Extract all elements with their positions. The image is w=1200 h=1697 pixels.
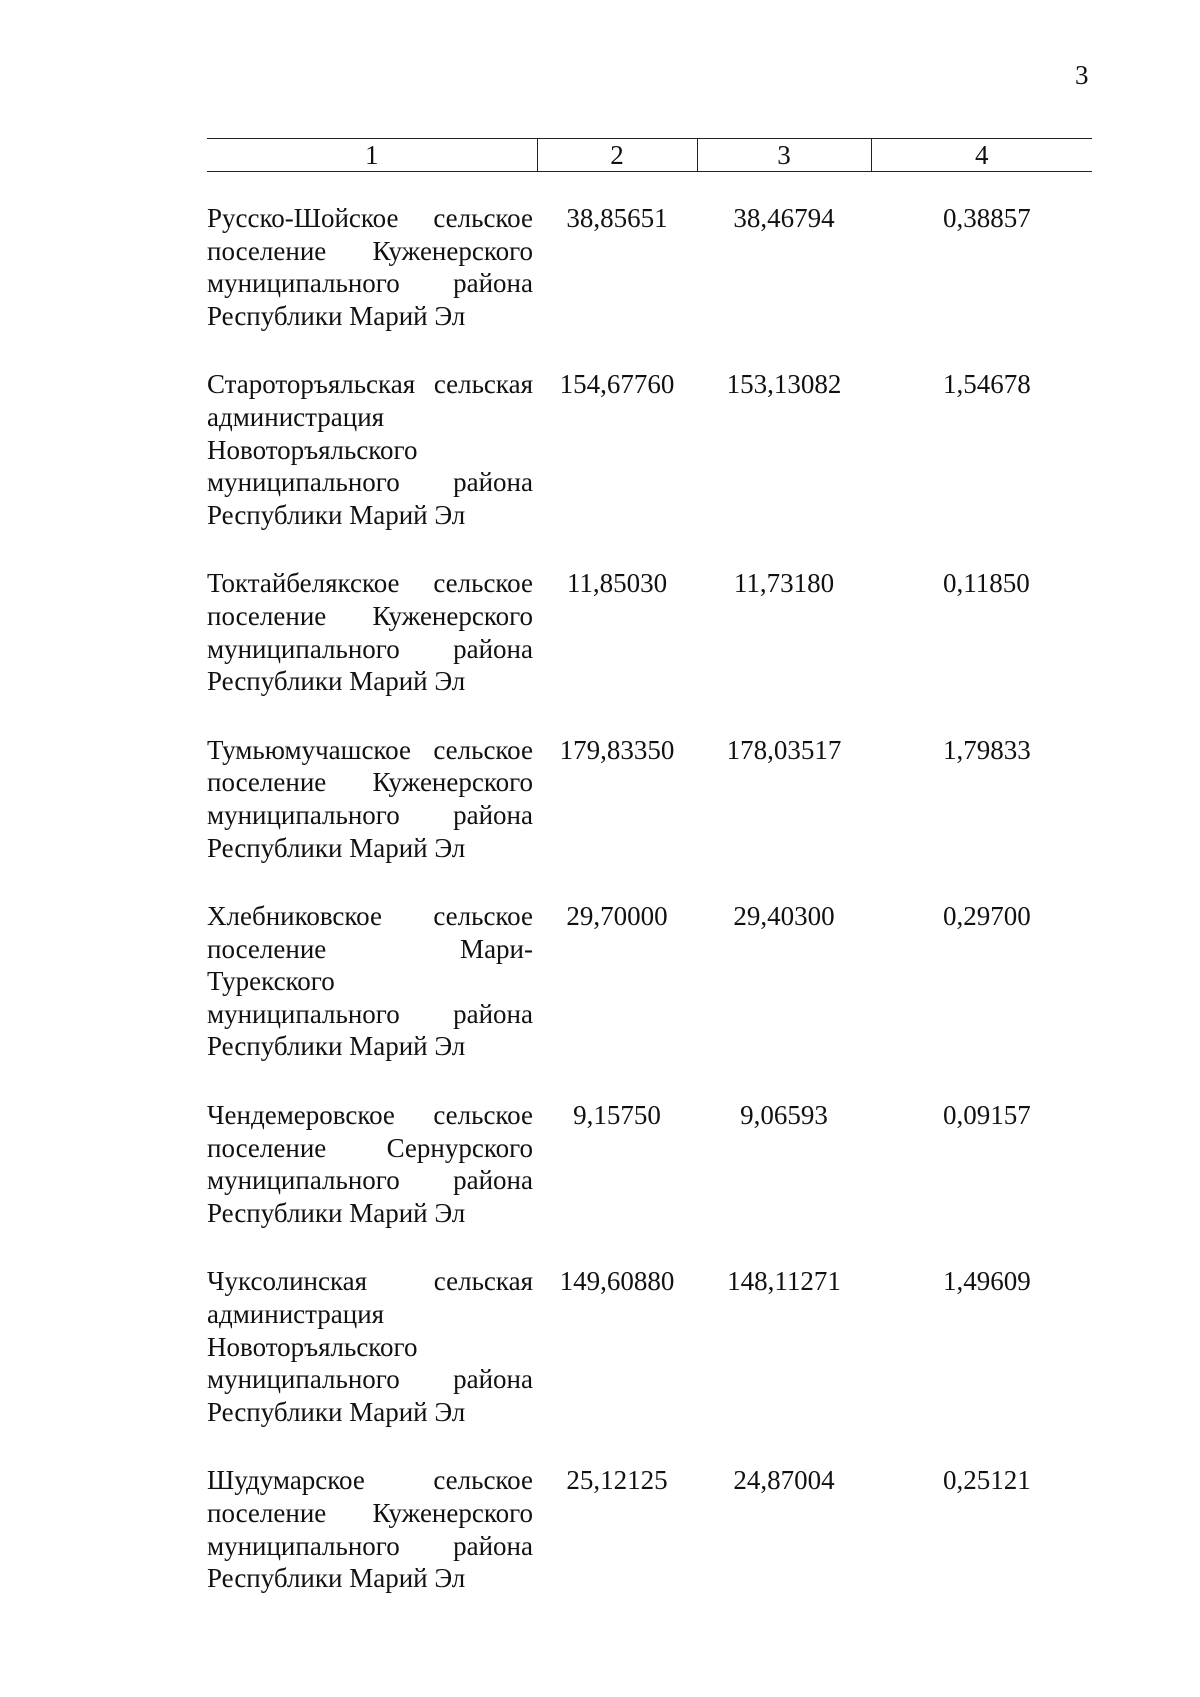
table-row <box>207 1265 1092 1464</box>
column-header-4: 4 <box>871 139 1092 172</box>
value-col-3: 153,13082 <box>726 369 842 400</box>
column-header-3: 3 <box>697 139 871 172</box>
value-col-4: 1,54678 <box>943 369 1031 400</box>
settlement-name: Шудумарское сельское поселение Куженерского муниципального района Республики Марий Эл <box>207 1465 533 1594</box>
table-row <box>207 1464 1092 1630</box>
value-col-4: 0,29700 <box>943 901 1031 932</box>
value-col-3: 29,40300 <box>733 901 835 932</box>
value-col-4: 1,79833 <box>943 734 1031 765</box>
value-col-2: 29,70000 <box>566 901 668 932</box>
settlement-name: Токтайбелякское сельское поселение Куженерского муниципального района Республики Марий Эл <box>207 568 533 697</box>
value-col-3: 38,46794 <box>733 203 835 233</box>
page-number: 3 <box>1075 60 1089 90</box>
settlement-name: Тумьюмучашское сельское поселение Куженерского муниципального района Республики Марий Эл <box>207 734 533 863</box>
value-col-2: 9,15750 <box>573 1100 661 1131</box>
value-col-3: 9,06593 <box>740 1100 828 1131</box>
value-col-3: 148,11271 <box>727 1266 841 1297</box>
allocation-table <box>207 138 1092 1631</box>
value-col-4: 0,09157 <box>943 1100 1031 1131</box>
table-row <box>207 900 1092 1099</box>
settlement-name: Чуксолинская сельская администрация Новоторъяльского муниципального района Республики Марий Эл <box>207 1266 533 1427</box>
value-col-4: 0,25121 <box>943 1465 1031 1496</box>
table-header-row <box>207 139 1092 172</box>
value-col-2: 38,85651 <box>566 203 668 233</box>
column-header-1: 1 <box>207 139 537 172</box>
value-col-3: 178,03517 <box>726 734 842 765</box>
table-row <box>207 172 1092 369</box>
value-col-2: 154,67760 <box>559 369 675 400</box>
value-col-4: 1,49609 <box>943 1266 1031 1297</box>
table-row <box>207 1099 1092 1265</box>
column-header-2: 2 <box>537 139 697 172</box>
settlement-name: Русско-Шойское сельское поселение Куженерского муниципального района Республики Марий Эл <box>207 203 533 331</box>
value-col-4: 0,11850 <box>943 568 1030 599</box>
value-col-4: 0,38857 <box>943 203 1031 233</box>
value-col-2: 11,85030 <box>566 568 668 599</box>
value-col-3: 24,87004 <box>733 1465 835 1496</box>
settlement-name: Староторъяльская сельская администрация Новоторъяльского муниципального района Республики Марий Эл <box>207 369 533 530</box>
table-row <box>207 734 1092 900</box>
value-col-3: 11,73180 <box>733 568 835 599</box>
table-row <box>207 567 1092 733</box>
value-col-2: 149,60880 <box>559 1266 675 1297</box>
settlement-name: Чендемеровское сельское поселение Сернурского муниципального района Республики Марий Эл <box>207 1100 533 1228</box>
table-row <box>207 368 1092 567</box>
value-col-2: 179,83350 <box>559 734 675 765</box>
settlement-name: Хлебниковское сельское поселение Мари-Турекского муниципального района Республики Марий Эл <box>207 901 533 1062</box>
value-col-2: 25,12125 <box>566 1465 668 1496</box>
